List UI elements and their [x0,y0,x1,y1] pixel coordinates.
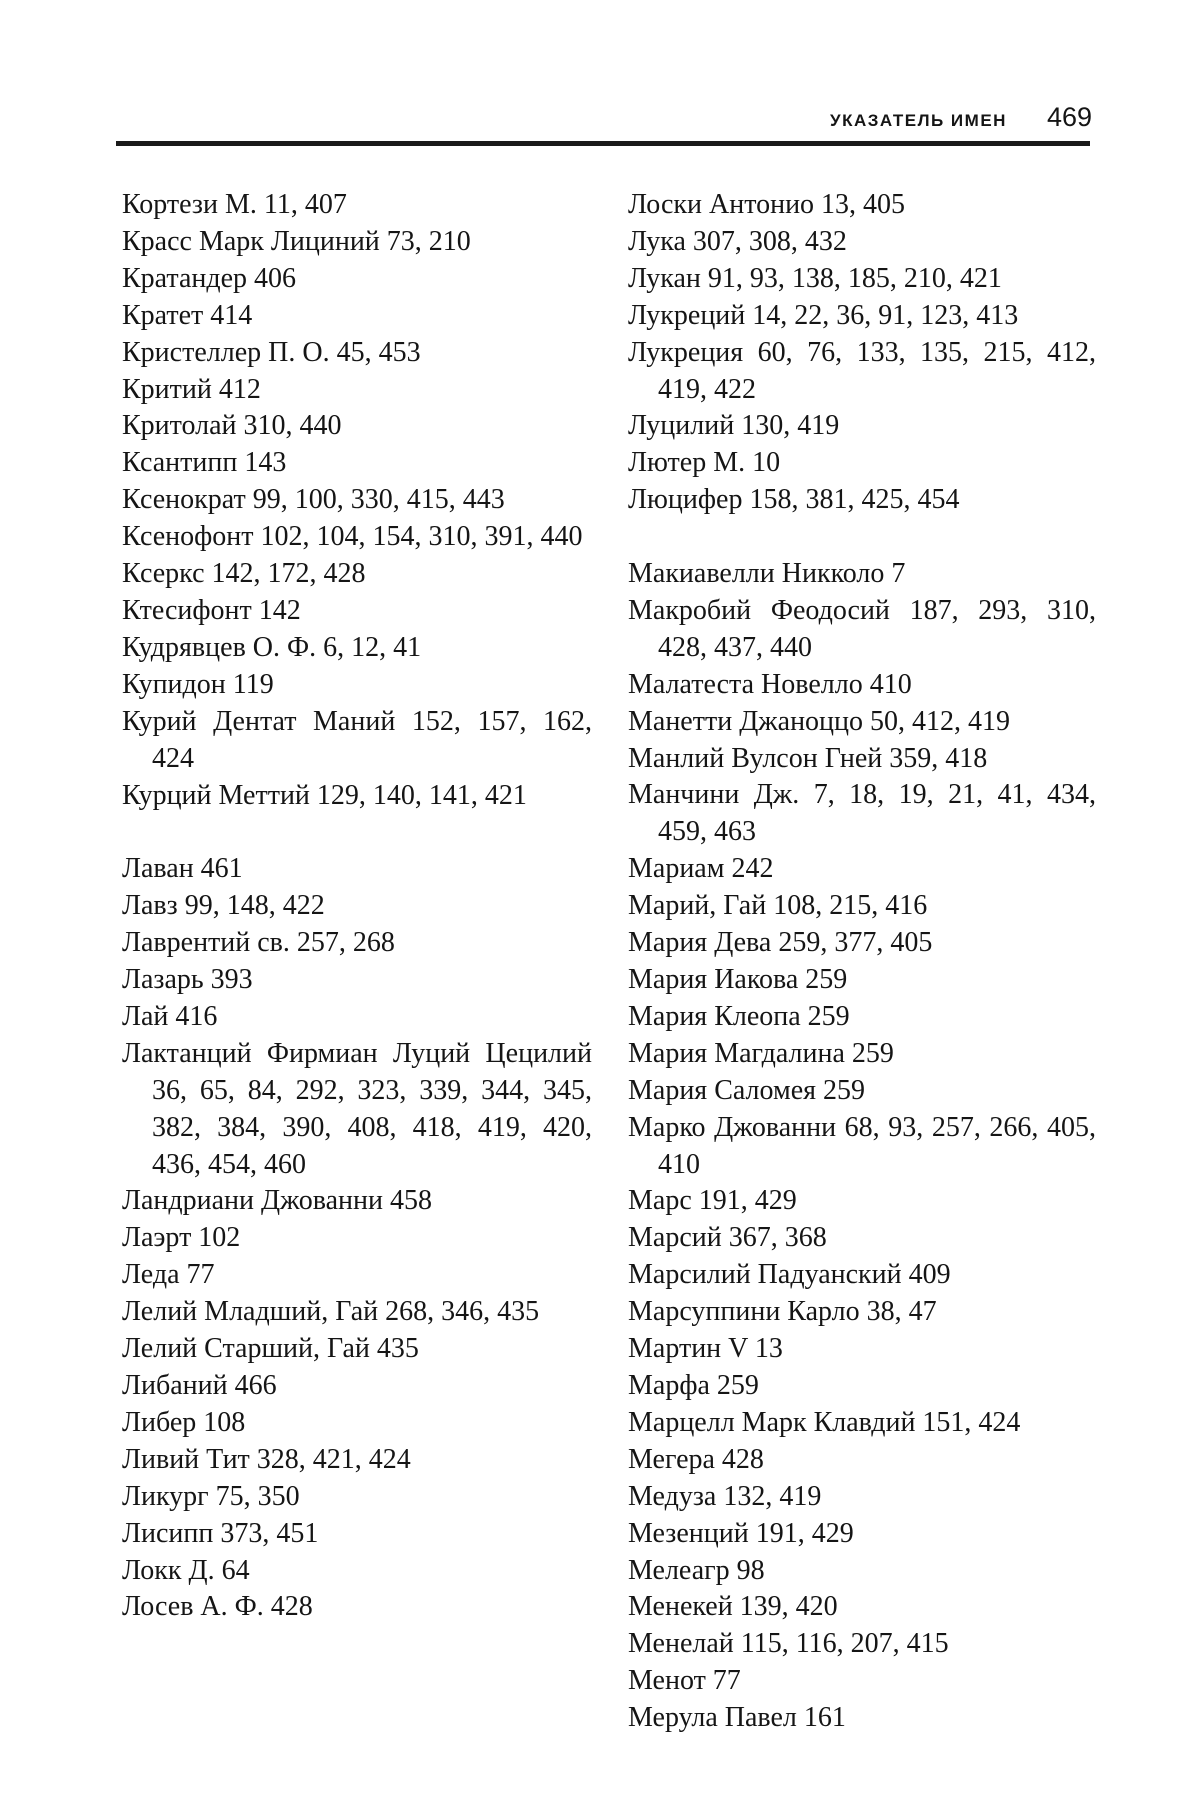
index-entry: Марцелл Марк Клавдий 151, 424 [628,1406,1021,1438]
header-rule [116,141,1090,146]
index-entry: Ксантипп 143 [122,447,287,479]
index-entry: Кортези М. 11, 407 [122,189,347,220]
index-entry: Мелеагр 98 [628,1554,765,1586]
index-entry: Марфа 259 [628,1369,759,1401]
index-entry: Манетти Джаноццо 50, 412, 419 [628,705,1011,737]
index-entry: Лавз 99, 148, 422 [122,890,325,922]
index-entry: Ликург 75, 350 [122,1480,300,1512]
index-entry: Луцилий 130, 419 [628,410,840,442]
index-entry: Курций Меттий 129, 140, 141, 421 [122,779,527,811]
index-entry: Лелий Старший, Гай 435 [122,1333,419,1365]
index-entry: Мерула Павел 161 [628,1702,846,1734]
index-entry: Ксеркс 142, 172, 428 [122,558,366,590]
index-entry: Мария Иакова 259 [628,964,848,996]
index-entry: Лай 416 [122,1000,218,1032]
running-title: УКАЗАТЕЛЬ ИМЕН [830,111,1007,130]
index-entry: Лукан 91, 93, 138, 185, 210, 421 [628,262,1002,294]
index-entry: Мариам 242 [628,853,774,885]
index-entry: Мария Дева 259, 377, 405 [628,927,933,959]
index-entry: Лука 307, 308, 432 [628,225,847,257]
index-entry: Ландриани Джованни 458 [122,1185,433,1217]
index-entry: Марий, Гай 108, 215, 416 [628,890,928,922]
page-number: 469 [1046,102,1092,132]
index-entry: Леда 77 [122,1259,215,1291]
index-entry: Локк Д. 64 [122,1554,250,1586]
index-entry: Лаван 461 [122,853,243,885]
index-entry: Лаэрт 102 [122,1222,241,1254]
index-entry: Мария Саломея 259 [628,1074,866,1106]
index-entry: Кристеллер П. О. 45, 453 [122,336,421,368]
index-entry: Мезенций 191, 429 [628,1517,854,1549]
index-entry: Марсуппини Карло 38, 47 [628,1296,937,1328]
index-entry: Макиавелли Никколо 7 [628,558,906,590]
index-entry: Лактанций Фирмиан Луций Цецилий 36, 65, 84, 292, 323, 339, 344, 345, 382, 384, 390, 408, 418, 419, 420, 436, 454, 460 [122,1037,592,1180]
index-entry: Красс Марк Лициний 73, 210 [122,225,471,257]
index-entry: Менекей 139, 420 [628,1591,838,1623]
index-entry: Ктесифонт 142 [122,594,301,626]
index-entry: Манлий Вулсон Гней 359, 418 [628,742,988,774]
index-column-left [122,187,592,1626]
index-entry: Марс 191, 429 [628,1185,797,1217]
index-entry: Лазарь 393 [122,964,253,996]
index-entry: Кратет 414 [122,299,253,331]
index-entry: Марсий 367, 368 [628,1222,827,1254]
running-head [830,102,1092,133]
index-entry: Менот 77 [628,1665,741,1697]
index-entry: Курий Дентат Маний 152, 157, 162, 424 [122,705,592,774]
index-entry: Либаний 466 [122,1369,277,1401]
index-entry: Ксенофонт 102, 104, 154, 310, 391, 440 [122,521,583,553]
index-entry: Люцифер 158, 381, 425, 454 [628,484,960,516]
index-entry: Марко Джованни 68, 93, 257, 266, 405, 410 [628,1111,1096,1180]
index-entry: Лукреция 60, 76, 133, 135, 215, 412, 419, 422 [628,336,1096,405]
index-entry: Кратандер 406 [122,262,297,294]
index-entry: Менелай 115, 116, 207, 415 [628,1628,949,1660]
index-entry: Макробий Феодосий 187, 293, 310, 428, 437, 440 [628,594,1096,663]
index-entry: Лютер М. 10 [628,447,781,479]
index-entry: Мартин V 13 [628,1333,783,1365]
index-entry: Лукреций 14, 22, 36, 91, 123, 413 [628,299,1019,331]
index-entry: Лаврентий св. 257, 268 [122,927,395,959]
index-entry: Манчини Дж. 7, 18, 19, 21, 41, 434, 459, 463 [628,779,1096,848]
index-entry: Лисипп 373, 451 [122,1517,319,1549]
index-entry: Лелий Младший, Гай 268, 346, 435 [122,1296,540,1328]
index-entry: Критий 412 [122,373,261,405]
index-entry: Ксенократ 99, 100, 330, 415, 443 [122,484,505,516]
index-entry: Купидон 119 [122,668,274,700]
index-entry: Марсилий Падуанский 409 [628,1259,951,1291]
index-column-right [628,187,1096,1737]
index-entry: Медуза 132, 419 [628,1480,822,1512]
index-entry: Малатеста Новелло 410 [628,668,912,700]
index-entry: Либер 108 [122,1406,246,1438]
index-entry: Мегера 428 [628,1443,764,1475]
index-entry: Лоски Антонио 13, 405 [628,189,906,220]
index-entry: Мария Клеопа 259 [628,1000,850,1032]
index-entry: Мария Магдалина 259 [628,1037,894,1069]
index-entry: Ливий Тит 328, 421, 424 [122,1443,411,1475]
index-entry: Лосев А. Ф. 428 [122,1591,313,1623]
index-entry: Критолай 310, 440 [122,410,342,442]
index-entry: Кудрявцев О. Ф. 6, 12, 41 [122,631,422,663]
